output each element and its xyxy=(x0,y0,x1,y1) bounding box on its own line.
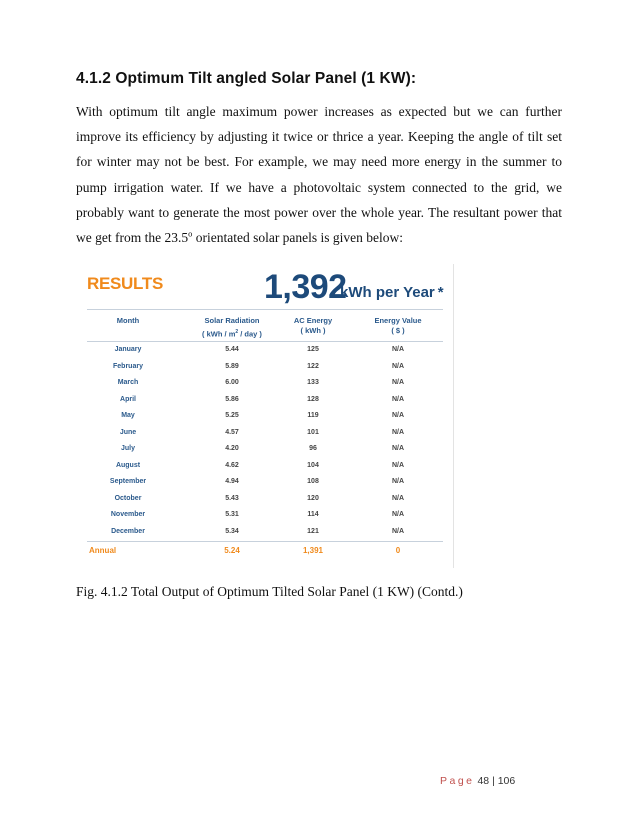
cell-month: April xyxy=(120,395,136,403)
cell-radiation: 5.43 xyxy=(225,494,239,502)
cell-month: October xyxy=(114,494,142,502)
cell-energy: 128 xyxy=(307,395,319,403)
annual-value: 0 xyxy=(395,546,401,555)
cell-energy: 96 xyxy=(309,445,317,452)
cell-radiation: 4.20 xyxy=(225,445,239,452)
cell-energy: 119 xyxy=(307,412,319,419)
paragraph-text-end: orientated solar panels is given below: xyxy=(192,230,404,246)
asterisk: * xyxy=(437,284,444,301)
cell-energy: 125 xyxy=(307,346,319,353)
cell-value: N/A xyxy=(391,379,405,386)
cell-month: May xyxy=(121,412,135,419)
unit-text: kWh per Year xyxy=(340,284,435,301)
body-paragraph xyxy=(76,99,562,250)
annual-label: Annual xyxy=(89,546,117,555)
col-header-energy: AC Energy xyxy=(293,316,333,325)
cell-month: November xyxy=(110,511,146,518)
cell-month: September xyxy=(109,478,147,485)
annual-energy: 1,391 xyxy=(302,546,324,555)
degree-superscript: o xyxy=(188,228,193,239)
section-heading: 4.1.2 Optimum Tilt angled Solar Panel (1 KW): xyxy=(76,70,417,87)
cell-radiation: 4.57 xyxy=(225,428,239,436)
cell-value: N/A xyxy=(391,445,405,452)
annual-total-value: 1,392 xyxy=(264,268,347,306)
cell-value: N/A xyxy=(391,395,405,403)
radiation-unit-sup: 2 xyxy=(235,329,239,335)
cell-energy: 108 xyxy=(307,478,319,485)
cell-value: N/A xyxy=(391,494,405,502)
page-word: Page xyxy=(440,775,475,787)
cell-radiation: 5.34 xyxy=(225,527,239,535)
cell-radiation: 5.25 xyxy=(225,412,239,419)
col-header-month: Month xyxy=(116,316,140,325)
cell-energy: 101 xyxy=(307,428,319,436)
annual-divider xyxy=(87,541,443,542)
cell-radiation: 5.31 xyxy=(225,511,239,518)
cell-radiation: 5.86 xyxy=(225,395,239,403)
figure-caption: Fig. 4.1.2 Total Output of Optimum Tilted Solar Panel (1 KW) (Contd.) xyxy=(76,584,463,599)
col-header-radiation: Solar Radiation xyxy=(204,316,260,325)
cell-value: N/A xyxy=(391,346,405,353)
cell-energy: 114 xyxy=(307,511,319,518)
cell-value: N/A xyxy=(391,478,405,485)
cell-energy: 104 xyxy=(307,461,319,469)
cell-value: N/A xyxy=(391,527,405,535)
cell-energy: 133 xyxy=(307,379,319,386)
header-bottom-divider xyxy=(87,341,443,342)
cell-month: July xyxy=(120,445,135,452)
page-number: 48 xyxy=(477,775,490,787)
cell-energy: 122 xyxy=(307,362,319,370)
header-top-divider xyxy=(87,309,443,310)
annual-total-unit xyxy=(340,284,444,301)
radiation-unit-a: ( kWh / m xyxy=(202,329,236,339)
results-figure xyxy=(78,264,454,568)
cell-month: February xyxy=(113,362,143,370)
cell-radiation: 4.94 xyxy=(225,478,239,485)
page-separator: | xyxy=(492,775,495,787)
cell-month: March xyxy=(117,379,139,386)
cell-value: N/A xyxy=(391,428,405,436)
cell-radiation: 5.44 xyxy=(225,346,239,353)
cell-month: January xyxy=(114,346,142,353)
page-footer xyxy=(440,775,515,787)
radiation-unit-b: / day ) xyxy=(238,329,262,339)
cell-value: N/A xyxy=(391,412,405,419)
cell-month: August xyxy=(115,461,141,469)
col-header-value-unit: ( $ ) xyxy=(391,326,405,335)
cell-radiation: 6.00 xyxy=(225,379,239,386)
cell-radiation: 4.62 xyxy=(225,461,239,469)
page-total: 106 xyxy=(497,775,516,787)
cell-energy: 121 xyxy=(307,527,319,535)
annual-radiation: 5.24 xyxy=(224,546,240,555)
col-header-energy-unit: ( kWh ) xyxy=(300,326,326,335)
col-header-value: Energy Value xyxy=(374,316,422,325)
cell-value: N/A xyxy=(391,362,405,370)
cell-energy: 120 xyxy=(307,494,319,502)
cell-value: N/A xyxy=(391,461,405,469)
results-label: RESULTS xyxy=(87,274,163,293)
paragraph-text: With optimum tilt angle maximum power increases as expected but we can further improve its efficiency by adjusting it twice or thrice a year. Keeping the angle of tilt set for winter may not be best. For example, we may need more energy in the summer to pump irrigation water. If we have a photovoltaic system connected to the grid, we probably want to generate the most power over the whole year. The resultant power that we get from the 23.5 xyxy=(76,104,562,246)
cell-value: N/A xyxy=(391,511,405,518)
cell-month: June xyxy=(119,428,137,436)
cell-month: December xyxy=(111,527,145,535)
cell-radiation: 5.89 xyxy=(225,362,239,370)
